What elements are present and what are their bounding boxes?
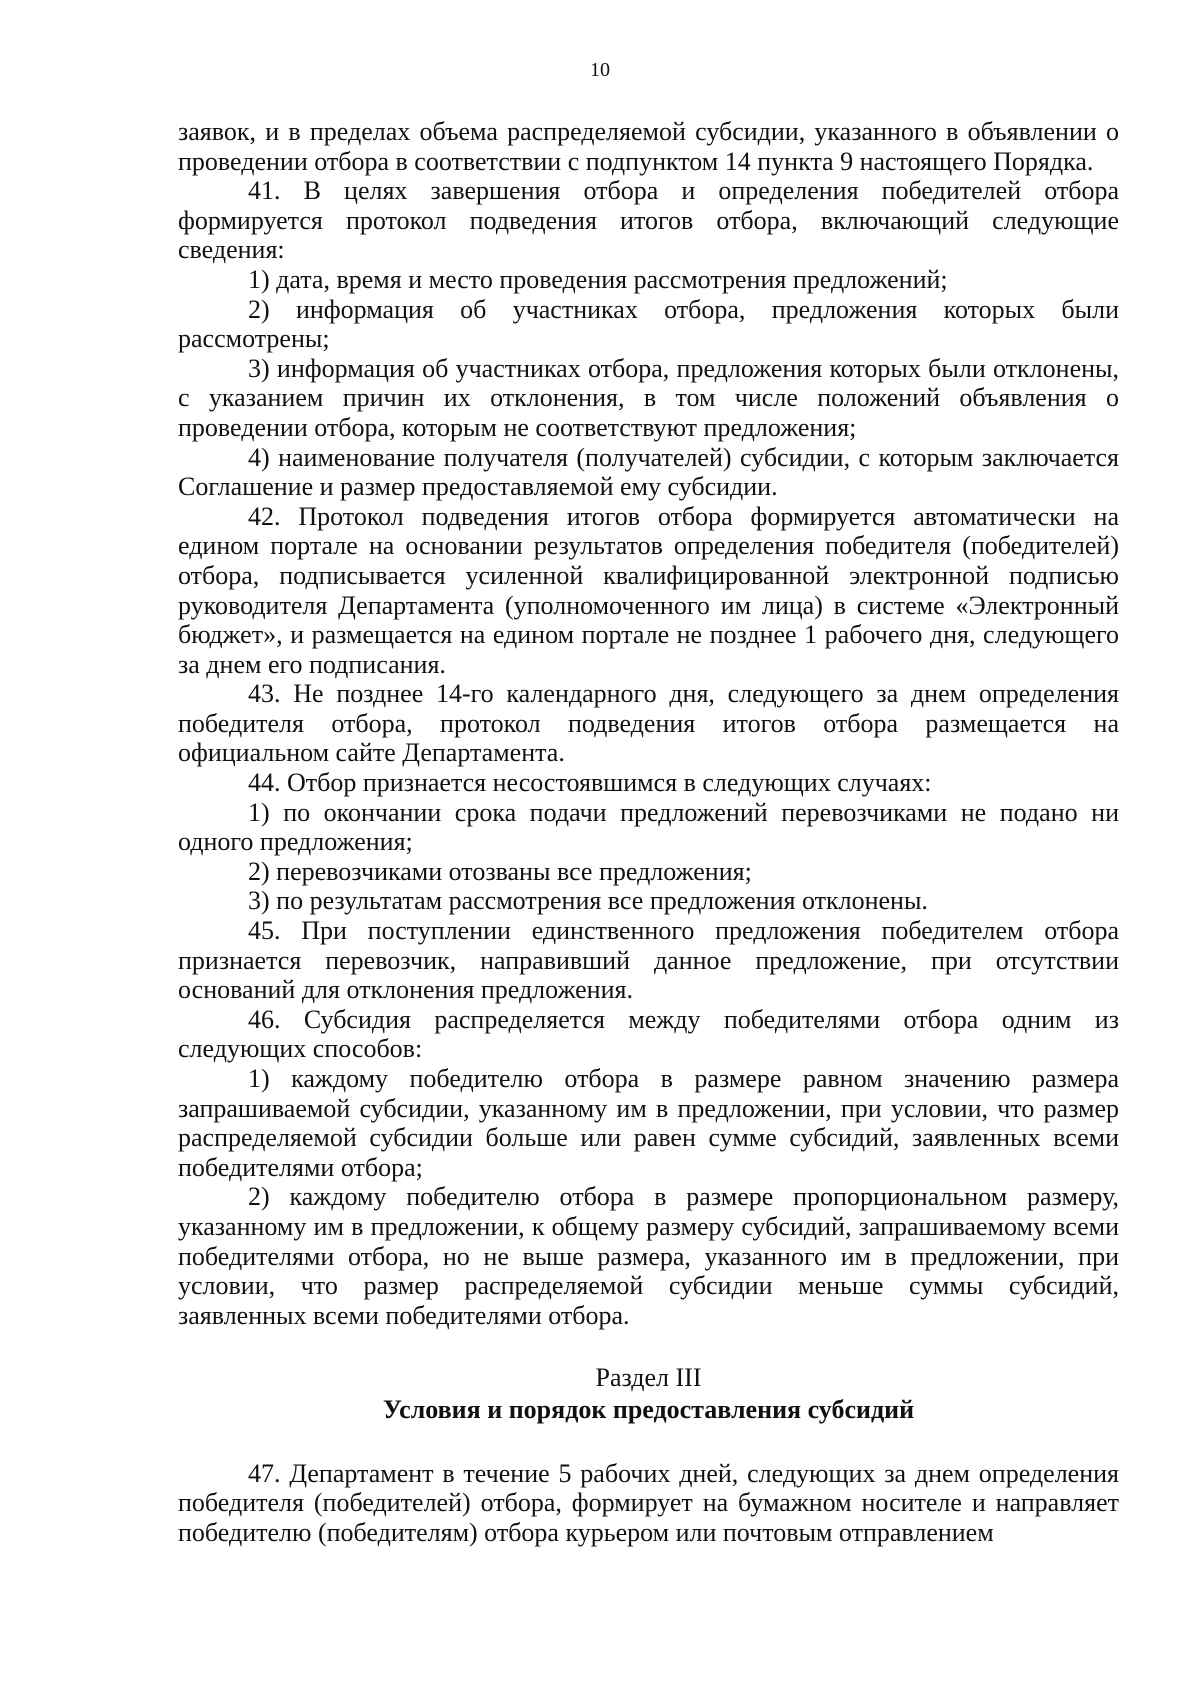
list-item: 1) по окончании срока подачи предложений перевозчиками не подано ни одного предложения; <box>178 797 1119 857</box>
paragraph-47: 47. Департамент в течение 5 рабочих дней, следующих за днем определения победителя (победителей) отбора, формирует на бумажном носителе и направляет победителю (победителям) отбора курьером или почтовым отправлением <box>178 1458 1119 1547</box>
list-item: 2) перевозчиками отозваны все предложения; <box>248 856 752 886</box>
paragraph: заявок, и в пределах объема распределяемой субсидии, указанного в объявлении о проведении отбора в соответствии с подпунктом 14 пункта 9 настоящего Порядка. <box>178 117 1119 176</box>
list-item: 1) каждому победителю отбора в размере равном значению размера запрашиваемой субсидии, указанному им в предложении, при условии, что размер распределяемой субсидии больше или равен сумме субсидий, заявленных всеми победителями отбора; <box>178 1064 1119 1182</box>
paragraph-45: 45. При поступлении единственного предложения победителем отбора признается перевозчик, направивший данное предложение, при отсутствии оснований для отклонения предложения. <box>178 916 1119 1005</box>
list-item: 3) по результатам рассмотрения все предложения отклонены. <box>248 886 928 916</box>
list-item: 2) информация об участниках отбора, предложения которых были рассмотрены; <box>178 294 1119 354</box>
document-body <box>178 117 1119 1547</box>
list-item: 1) дата, время и место проведения рассмотрения предложений; <box>248 264 948 294</box>
list-item: 4) наименование получателя (получателей) субсидии, с которым заключается Соглашение и размер предоставляемой ему субсидии. <box>178 442 1119 502</box>
paragraph-43: 43. Не позднее 14-го календарного дня, следующего за днем определения победителя отбора, протокол подведения итогов отбора размещается на официальном сайте Департамента. <box>178 679 1119 768</box>
section-heading: Раздел III <box>595 1363 702 1393</box>
paragraph-41: 41. В целях завершения отбора и определения победителей отбора формируется протокол подведения итогов отбора, включающий следующие сведения: <box>178 176 1119 265</box>
paragraph-46: 46. Субсидия распределяется между победителями отбора одним из следующих способов: <box>178 1004 1119 1064</box>
section-title: Условия и порядок предоставления субсидий <box>382 1394 915 1424</box>
list-item: 2) каждому победителю отбора в размере пропорциональном размеру, указанному им в предложении, к общему размеру субсидий, запрашиваемому всеми победителями отбора, но не выше размера, указанного им в предложении, при условии, что размер распределяемой субсидии меньше суммы субсидий, заявленных всеми победителями отбора. <box>178 1182 1119 1330</box>
paragraph-42: 42. Протокол подведения итогов отбора формируется автоматически на едином портале на основании результатов определения победителя (победителей) отбора, подписывается усиленной квалифицированной электронной подписью руководителя Департамента (уполномоченного им лица) в системе «Электронный бюджет», и размещается на едином портале не позднее 1 рабочего дня, следующего за днем его подписания. <box>178 501 1119 679</box>
page-number: 10 <box>590 59 610 81</box>
paragraph-44: 44. Отбор признается несостоявшимся в следующих случаях: <box>248 768 932 798</box>
list-item: 3) информация об участниках отбора, предложения которых были отклонены, с указанием причин их отклонения, в том числе положений объявления о проведении отбора, которым не соответствуют предложения; <box>178 353 1119 442</box>
